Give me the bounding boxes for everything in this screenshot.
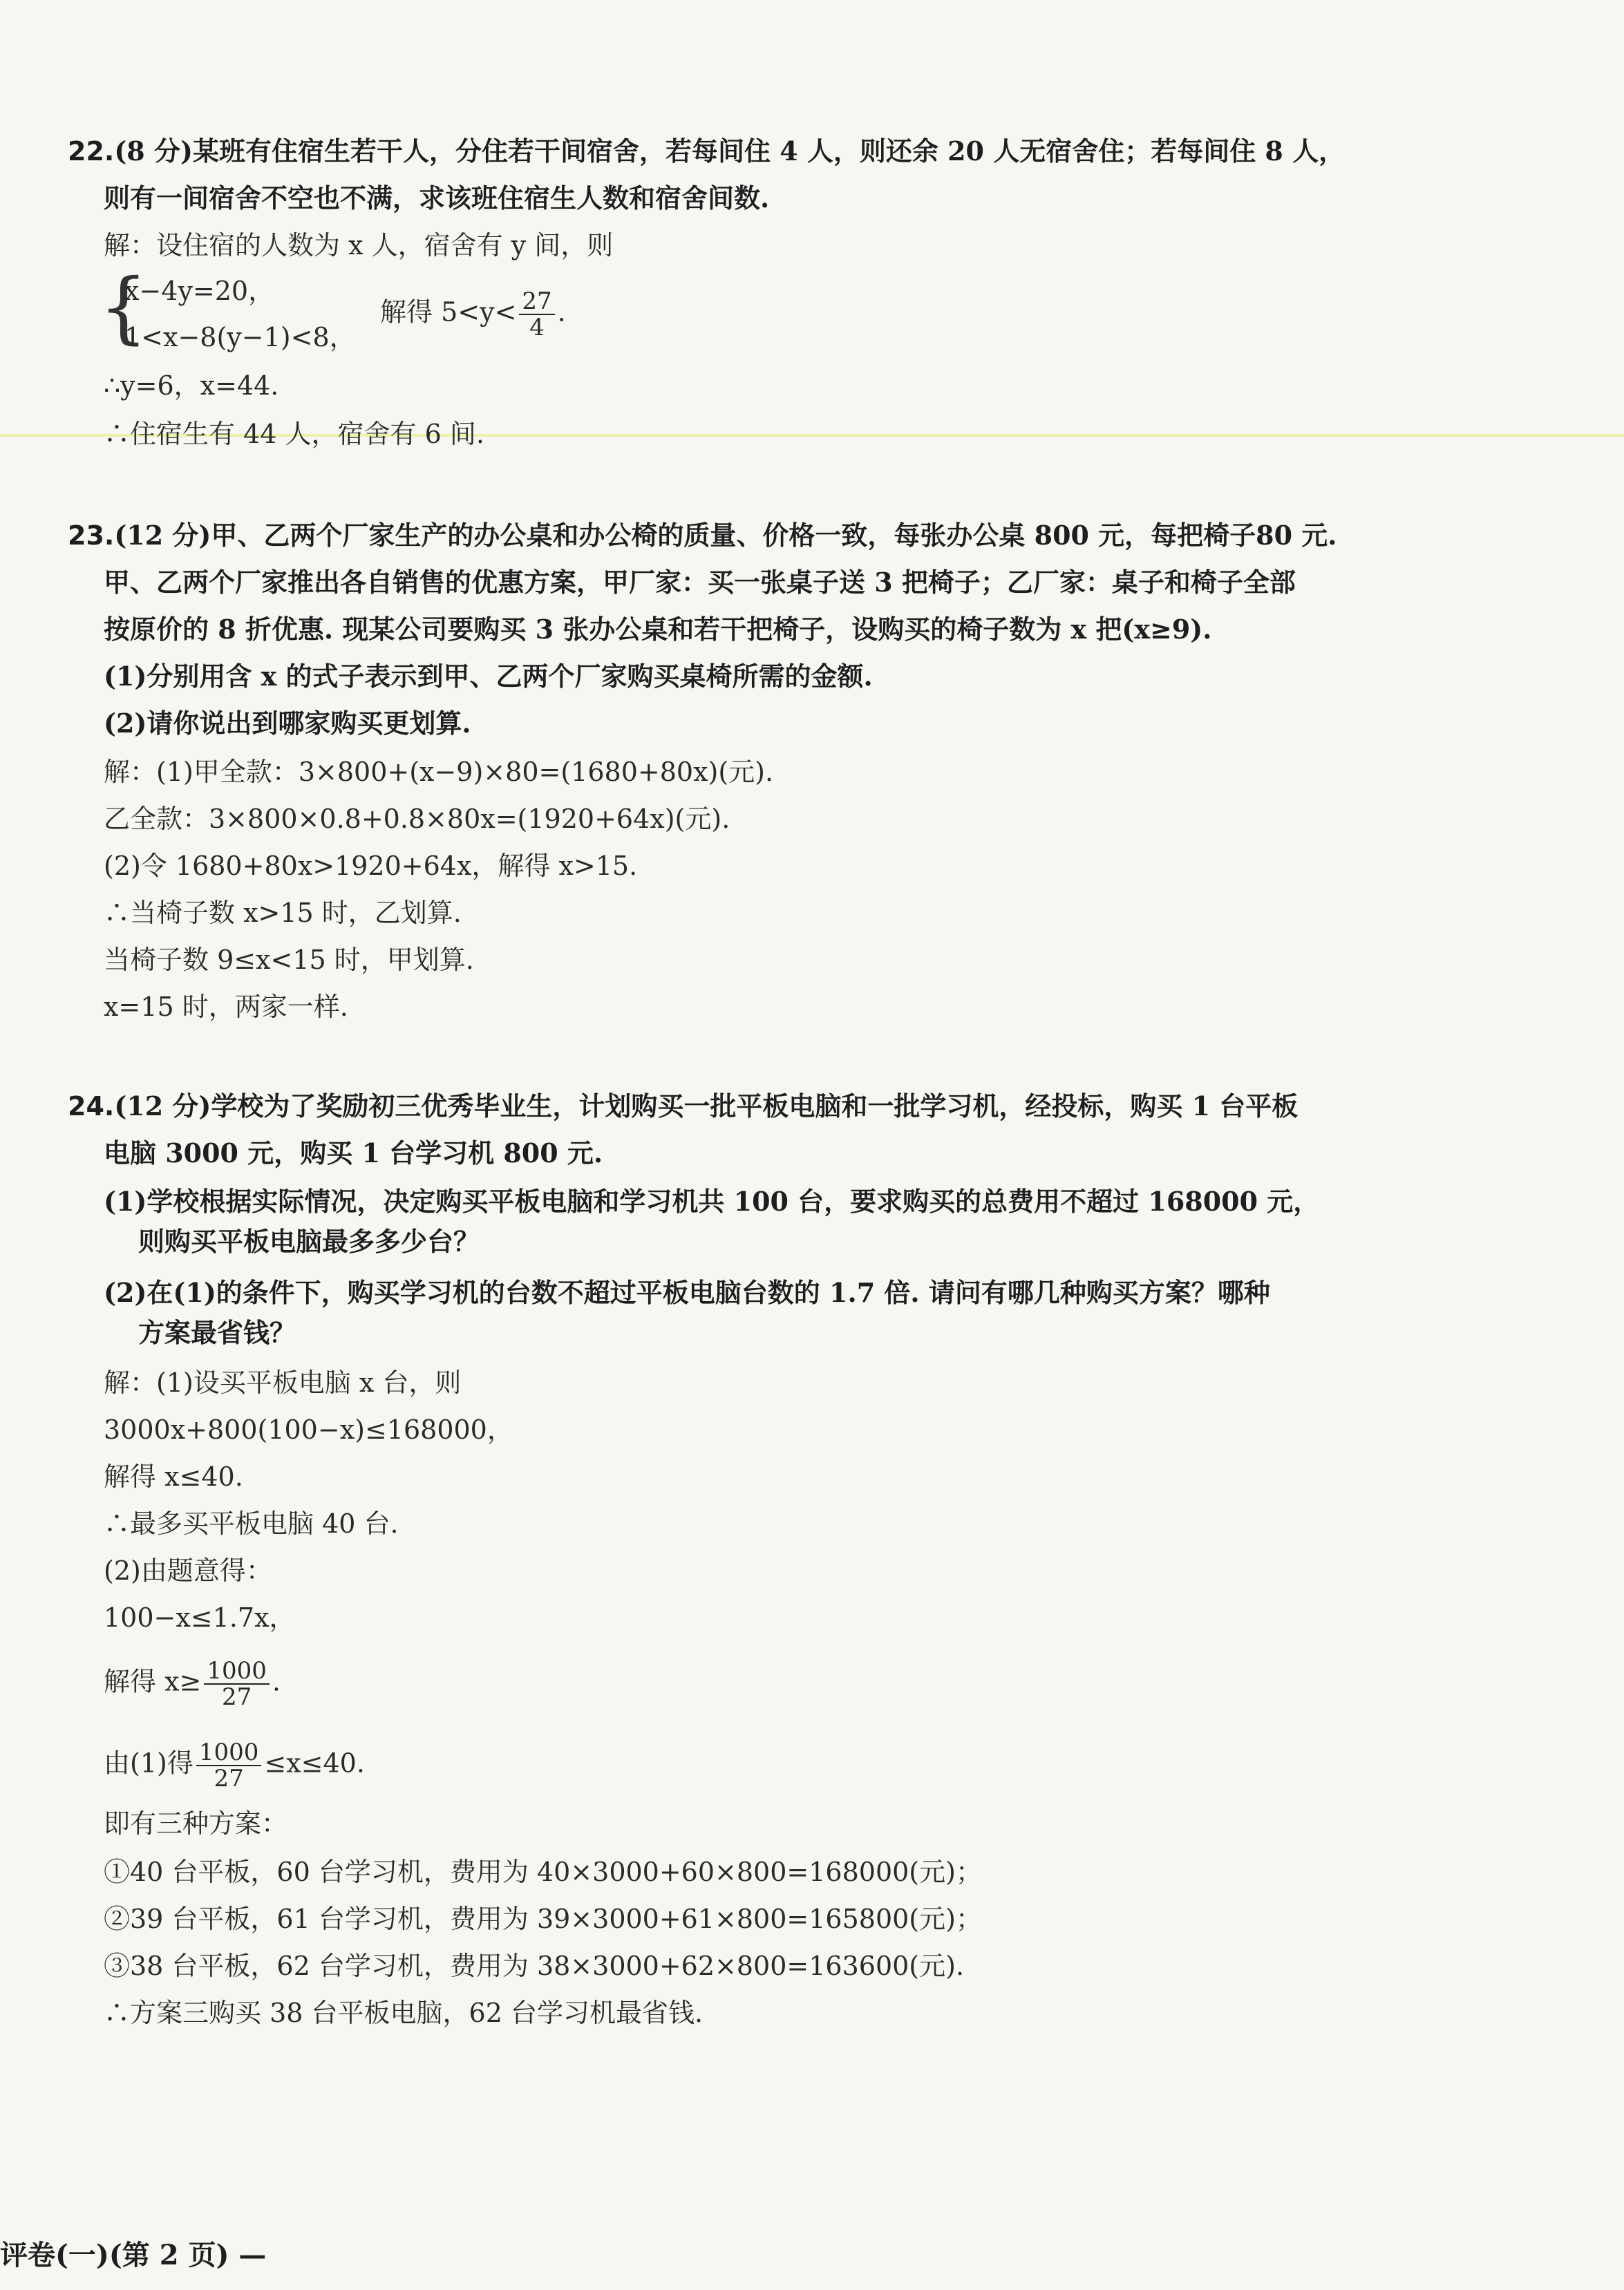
question-24-part-1-line-2: 则购买平板电脑最多多少台？ [138,1226,480,1257]
question-24-part-1-line-1: (1)学校根据实际情况，决定购买平板电脑和学习机共 100 台，要求购买的总费用不超过 168000 元， [104,1186,1320,1217]
solution-line: ∴住宿生有 44 人，宿舍有 6 间. [104,419,484,449]
question-24-part-2-line-2: 方案最省钱？ [138,1317,296,1348]
result-text: 解得 5<y< [380,296,517,328]
fraction-denominator: 4 [529,314,545,341]
fraction-numerator: 1000 [196,1740,262,1766]
question-23-stem-line-1 [68,520,1337,551]
fraction-numerator: 27 [519,289,554,315]
solution-line: 当椅子数 9≤x<15 时，甲划算. [104,945,474,975]
question-24-stem-line-2: 电脑 3000 元，购买 1 台学习机 800 元. [104,1137,603,1168]
solution-line: 即有三种方案： [104,1808,288,1839]
solution-line: ∴y=6，x=44. [104,370,279,401]
solution-line: 乙全款：3×800×0.8+0.8×80x=(1920+64x)(元). [104,804,730,834]
result-text: 解得 x≥ [104,1666,202,1697]
solution-line: 100−x≤1.7x， [104,1602,296,1633]
solution-line: ③38 台平板，62 台学习机，费用为 38×3000+62×800=163600(元). [104,1951,965,1981]
result-suffix: . [557,296,566,328]
solution-line: 3000x+800(100−x)≤168000， [104,1414,513,1445]
solution-line: ∴当椅子数 x>15 时，乙划算. [104,898,462,928]
question-23-part-1: (1)分别用含 x 的式子表示到甲、乙两个厂家购买桌椅所需的金额. [104,661,873,692]
solution-line: x=15 时，两家一样. [104,992,348,1022]
question-23-part-2: (2)请你说出到哪家购买更划算. [104,708,471,739]
solution-line: ②39 台平板，61 台学习机，费用为 39×3000+61×800=165800(元)； [104,1904,982,1934]
system-brace: { [99,263,149,352]
question-24-stem-line-1 [68,1090,1298,1122]
fraction-denominator: 27 [221,1683,252,1711]
solution-line: 解：设住宿的人数为 x 人，宿舍有 y 间，则 [104,230,614,261]
result-suffix: ≤x≤40. [264,1748,365,1779]
system-result [380,289,566,340]
fraction-denominator: 27 [214,1765,244,1792]
solution-line: 解：(1)设买平板电脑 x 台，则 [104,1368,462,1398]
system-equation-1: x−4y=20， [124,276,275,306]
fraction [204,1658,270,1710]
solution-line: 解得 x≤40. [104,1461,243,1492]
solution-line: ∴方案三购买 38 台平板电脑，62 台学习机最省钱. [104,1998,704,2028]
solution-line: ∴最多买平板电脑 40 台. [104,1508,399,1539]
system-equation-2: 1<x−8(y−1)<8， [124,322,356,352]
question-23-stem-line-2: 甲、乙两个厂家推出各自销售的优惠方案，甲厂家：买一张桌子送 3 把椅子；乙厂家：桌子和椅子全部 [104,567,1296,598]
question-text: (8 分)某班有住宿生若干人，分住若干间宿舍，若每间住 4 人，则还余 20 人无宿舍住；若每间住 8 人， [114,135,1346,167]
question-23-stem-line-3: 按原价的 8 折优惠. 现某公司要购买 3 张办公桌和若干把椅子，设购买的椅子数为 x 把(x≥9). [104,614,1212,645]
solution-line: ①40 台平板，60 台学习机，费用为 40×3000+60×800=168000(元)； [104,1857,982,1887]
question-22-stem-line-1 [68,135,1345,167]
solution-line: (2)令 1680+80x>1920+64x，解得 x>15. [104,851,638,881]
solution-line: 解：(1)甲全款：3×800+(x−9)×80=(1680+80x)(元). [104,757,774,787]
fraction [196,1740,262,1791]
question-22-stem-line-2: 则有一间宿舍不空也不满，求该班住宿生人数和宿舍间数. [104,182,770,214]
solution-line: (2)由题意得： [104,1555,272,1586]
question-24-part-2-line-1: (2)在(1)的条件下，购买学习机的台数不超过平板电脑台数的 1.7 倍. 请问有哪几种购买方案？哪种 [104,1277,1270,1308]
question-text: (12 分)甲、乙两个厂家生产的办公桌和办公椅的质量、价格一致，每张办公桌 800 元，每把椅子80 元. [114,520,1337,551]
fraction-numerator: 1000 [204,1658,270,1685]
solution-line-fraction [104,1658,281,1710]
page-footer: 评卷(一)(第 2 页) — [0,2239,267,2271]
fraction [519,289,554,340]
result-text: 由(1)得 [104,1748,193,1779]
result-suffix: . [272,1666,281,1697]
question-number: 23. [68,520,115,551]
question-number: 22. [68,136,115,167]
solution-line-fraction [104,1740,365,1791]
question-number: 24. [68,1091,115,1122]
question-text: (12 分)学校为了奖励初三优秀毕业生，计划购买一批平板电脑和一批学习机，经投标，购买 1 台平板 [114,1090,1299,1122]
